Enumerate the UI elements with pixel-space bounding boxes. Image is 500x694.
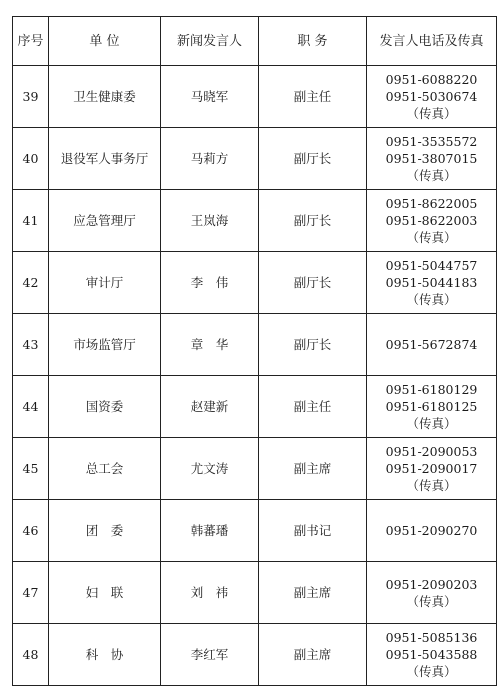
spokesperson-table (12, 16, 497, 686)
row-number: 42 (13, 252, 49, 314)
row-spokesperson: 李 伟 (161, 252, 259, 314)
table-body (13, 66, 497, 686)
row-number: 46 (13, 500, 49, 562)
phone-line: 0951-3807015 (385, 151, 478, 166)
phone-line: （传真） (406, 230, 457, 245)
row-phone (367, 562, 497, 624)
row-number: 47 (13, 562, 49, 624)
row-spokesperson: 马莉方 (161, 128, 259, 190)
row-number: 48 (13, 624, 49, 686)
row-title: 副主席 (259, 438, 367, 500)
phone-line: 0951-5044757 (385, 258, 478, 273)
row-title: 副厅长 (259, 190, 367, 252)
phone-line: 0951-2090270 (385, 523, 478, 538)
row-title: 副主任 (259, 376, 367, 438)
row-title: 副书记 (259, 500, 367, 562)
phone-line: 0951-2090203 (385, 576, 478, 592)
header-number: 序号 (13, 17, 49, 66)
row-phone (367, 190, 497, 252)
phone-line: （传真） (406, 106, 457, 121)
phone-line: （传真） (406, 478, 457, 493)
row-number: 41 (13, 190, 49, 252)
row-unit: 市场监管厅 (49, 314, 161, 376)
phone-line: 0951-5085136 (385, 630, 478, 645)
phone-line: （传真） (406, 664, 457, 679)
row-spokesperson: 马晓军 (161, 66, 259, 128)
phone-line: 0951-5672874 (385, 337, 478, 352)
row-unit: 团 委 (49, 500, 161, 562)
table-row (13, 500, 497, 562)
row-spokesperson: 王岚海 (161, 190, 259, 252)
phone-line: 0951-2090053 (385, 444, 478, 459)
row-number: 43 (13, 314, 49, 376)
table-row (13, 438, 497, 500)
table-row (13, 66, 497, 128)
row-title: 副主席 (259, 624, 367, 686)
phone-line: （传真） (406, 168, 457, 183)
phone-line: 0951-5043588 (385, 647, 478, 662)
phone-line: 0951-3535572 (385, 134, 478, 149)
phone-line: 0951-2090017 (385, 461, 478, 476)
row-spokesperson: 尤文涛 (161, 438, 259, 500)
phone-line: 0951-8622005 (385, 196, 478, 211)
row-unit: 应急管理厅 (49, 190, 161, 252)
row-phone (367, 252, 497, 314)
row-spokesperson: 韩蕃璠 (161, 500, 259, 562)
row-spokesperson: 章 华 (161, 314, 259, 376)
row-title: 副厅长 (259, 128, 367, 190)
row-phone (367, 66, 497, 128)
phone-line: 0951-5044183 (385, 275, 478, 290)
phone-line: 0951-6088220 (385, 72, 478, 87)
table-row (13, 252, 497, 314)
row-title: 副主席 (259, 562, 367, 624)
row-phone (367, 500, 497, 562)
header-row (13, 17, 497, 66)
table-row (13, 314, 497, 376)
header-unit: 单 位 (49, 17, 161, 66)
row-title: 副厅长 (259, 252, 367, 314)
table-row (13, 376, 497, 438)
row-spokesperson: 李红军 (161, 624, 259, 686)
row-number: 39 (13, 66, 49, 128)
phone-line: 0951-6180125 (385, 399, 478, 414)
row-unit: 卫生健康委 (49, 66, 161, 128)
row-phone (367, 624, 497, 686)
row-spokesperson: 刘 祎 (161, 562, 259, 624)
phone-line: 0951-5030674 (385, 89, 478, 104)
table-row (13, 624, 497, 686)
row-phone (367, 314, 497, 376)
row-title: 副主任 (259, 66, 367, 128)
row-unit: 科 协 (49, 624, 161, 686)
row-phone (367, 376, 497, 438)
phone-line: （传真） (406, 593, 457, 609)
row-number: 40 (13, 128, 49, 190)
row-phone (367, 128, 497, 190)
row-unit: 国资委 (49, 376, 161, 438)
table-row (13, 128, 497, 190)
row-unit: 退役军人事务厅 (49, 128, 161, 190)
table-header (13, 17, 497, 66)
row-phone (367, 438, 497, 500)
phone-line: 0951-8622003 (385, 213, 478, 228)
header-spokesperson: 新闻发言人 (161, 17, 259, 66)
header-title: 职 务 (259, 17, 367, 66)
row-title: 副厅长 (259, 314, 367, 376)
row-number: 44 (13, 376, 49, 438)
table-row (13, 190, 497, 252)
header-phone: 发言人电话及传真 (367, 17, 497, 66)
phone-line: （传真） (406, 416, 457, 431)
row-spokesperson: 赵建新 (161, 376, 259, 438)
phone-line: （传真） (406, 292, 457, 307)
row-unit: 总工会 (49, 438, 161, 500)
row-number: 45 (13, 438, 49, 500)
table-row (13, 562, 497, 624)
row-unit: 审计厅 (49, 252, 161, 314)
phone-line: 0951-6180129 (385, 382, 478, 397)
row-unit: 妇 联 (49, 562, 161, 624)
